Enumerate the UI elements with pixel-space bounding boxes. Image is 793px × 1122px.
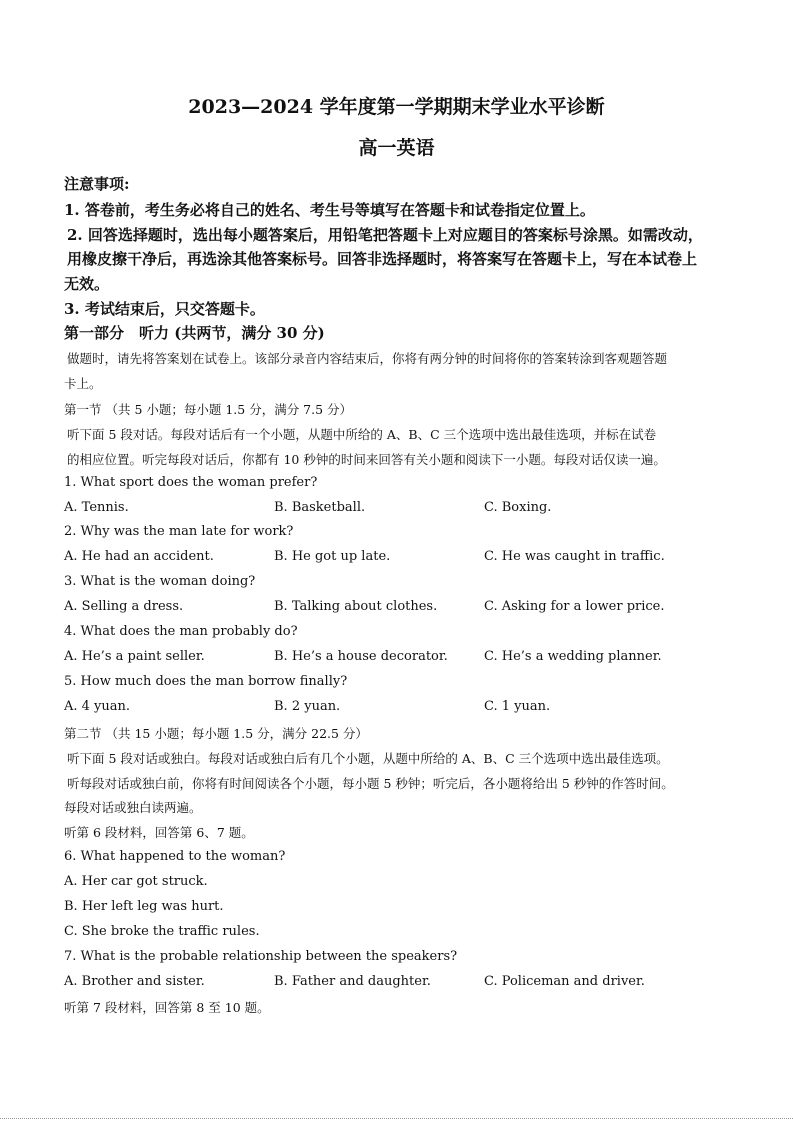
exam-title: 2023—2024 学年度第一学期期末学业水平诊断 [188,96,605,118]
section1-instr-line-2: 的相应位置。听完每段对话后，你都有 10 秒钟的时间来回答有关小题和阅读下一小题。每段对话仅读一遍。 [67,452,666,467]
q3-option-b: B. Talking about clothes. [274,599,438,614]
section2-instr-line-1: 听下面 5 段对话或独白。每段对话或独白后有几个小题，从题中所给的 A、B、C 三个选项中选出最佳选项。 [67,751,669,766]
material-6-heading: 听第 6 段材料，回答第 6、7 题。 [64,825,254,840]
question-6: 6. What happened to the woman? [64,849,286,864]
q1-option-c: C. Boxing. [484,500,552,515]
exam-subtitle: 高一英语 [358,137,435,159]
q2-option-b: B. He got up late. [274,549,391,564]
q5-option-a: A. 4 yuan. [64,699,131,714]
section2-instr-line-2: 听每段对话或独白前，你将有时间阅读各个小题，每小题 5 秒钟；听完后，各小题将给出 5 秒钟的作答时间。 [67,776,674,791]
part1-intro-line-2: 卡上。 [64,376,102,391]
notes-heading: 注意事项: [64,175,130,193]
q2-option-a: A. He had an accident. [64,549,214,564]
q6-option-c: C. She broke the traffic rules. [64,924,260,939]
part1-intro-line-1: 做题时，请先将答案划在试卷上。该部分录音内容结束后，你将有两分钟的时间将你的答案转涂到客观题答题 [67,351,668,366]
note-item-2-line-3: 无效。 [64,275,110,293]
question-4: 4. What does the man probably do? [64,624,298,639]
q6-option-a: A. Her car got struck. [64,874,208,889]
q1-option-b: B. Basketball. [274,500,366,515]
note-item-2-line-2: 用橡皮擦干净后，再选涂其他答案标号。回答非选择题时，将答案写在答题卡上，写在本试卷上 [67,250,698,268]
material-7-heading: 听第 7 段材料，回答第 8 至 10 题。 [64,1000,270,1015]
section1-instr-line-1: 听下面 5 段对话。每段对话后有一个小题，从题中所给的 A、B、C 三个选项中选出最佳选项，并标在试卷 [67,427,657,442]
note-item-2-line-1: 2. 回答选择题时，选出每小题答案后，用铅笔把答题卡上对应题目的答案标号涂黑。如需改动， [67,226,703,244]
note-item-3: 3. 考试结束后，只交答题卡。 [64,300,265,318]
q3-option-c: C. Asking for a lower price. [484,599,665,614]
section2-heading: 第二节 （共 15 小题；每小题 1.5 分，满分 22.5 分） [64,726,368,741]
part1-heading: 第一部分 听力 (共两节，满分 30 分) [64,324,325,342]
q7-option-b: B. Father and daughter. [274,974,431,989]
q4-option-b: B. He’s a house decorator. [274,649,448,664]
question-2: 2. Why was the man late for work? [64,524,294,539]
question-7: 7. What is the probable relationship between the speakers? [64,949,458,964]
q3-option-a: A. Selling a dress. [64,599,184,614]
q5-option-c: C. 1 yuan. [484,699,551,714]
q6-option-b: B. Her left leg was hurt. [64,899,224,914]
question-1: 1. What sport does the woman prefer? [64,475,318,490]
q7-option-c: C. Policeman and driver. [484,974,645,989]
page-bottom-divider [0,1118,793,1119]
q1-option-a: A. Tennis. [64,500,129,515]
section2-instr-line-3: 每段对话或独白读两遍。 [64,800,202,815]
q7-option-a: A. Brother and sister. [64,974,205,989]
note-item-1: 1. 答卷前，考生务必将自己的姓名、考生号等填写在答题卡和试卷指定位置上。 [64,201,595,219]
section1-heading: 第一节 （共 5 小题；每小题 1.5 分，满分 7.5 分） [64,402,353,417]
q5-option-b: B. 2 yuan. [274,699,341,714]
q4-option-c: C. He’s a wedding planner. [484,649,662,664]
q2-option-c: C. He was caught in traffic. [484,549,665,564]
question-5: 5. How much does the man borrow finally? [64,674,348,689]
q4-option-a: A. He’s a paint seller. [64,649,205,664]
question-3: 3. What is the woman doing? [64,574,256,589]
